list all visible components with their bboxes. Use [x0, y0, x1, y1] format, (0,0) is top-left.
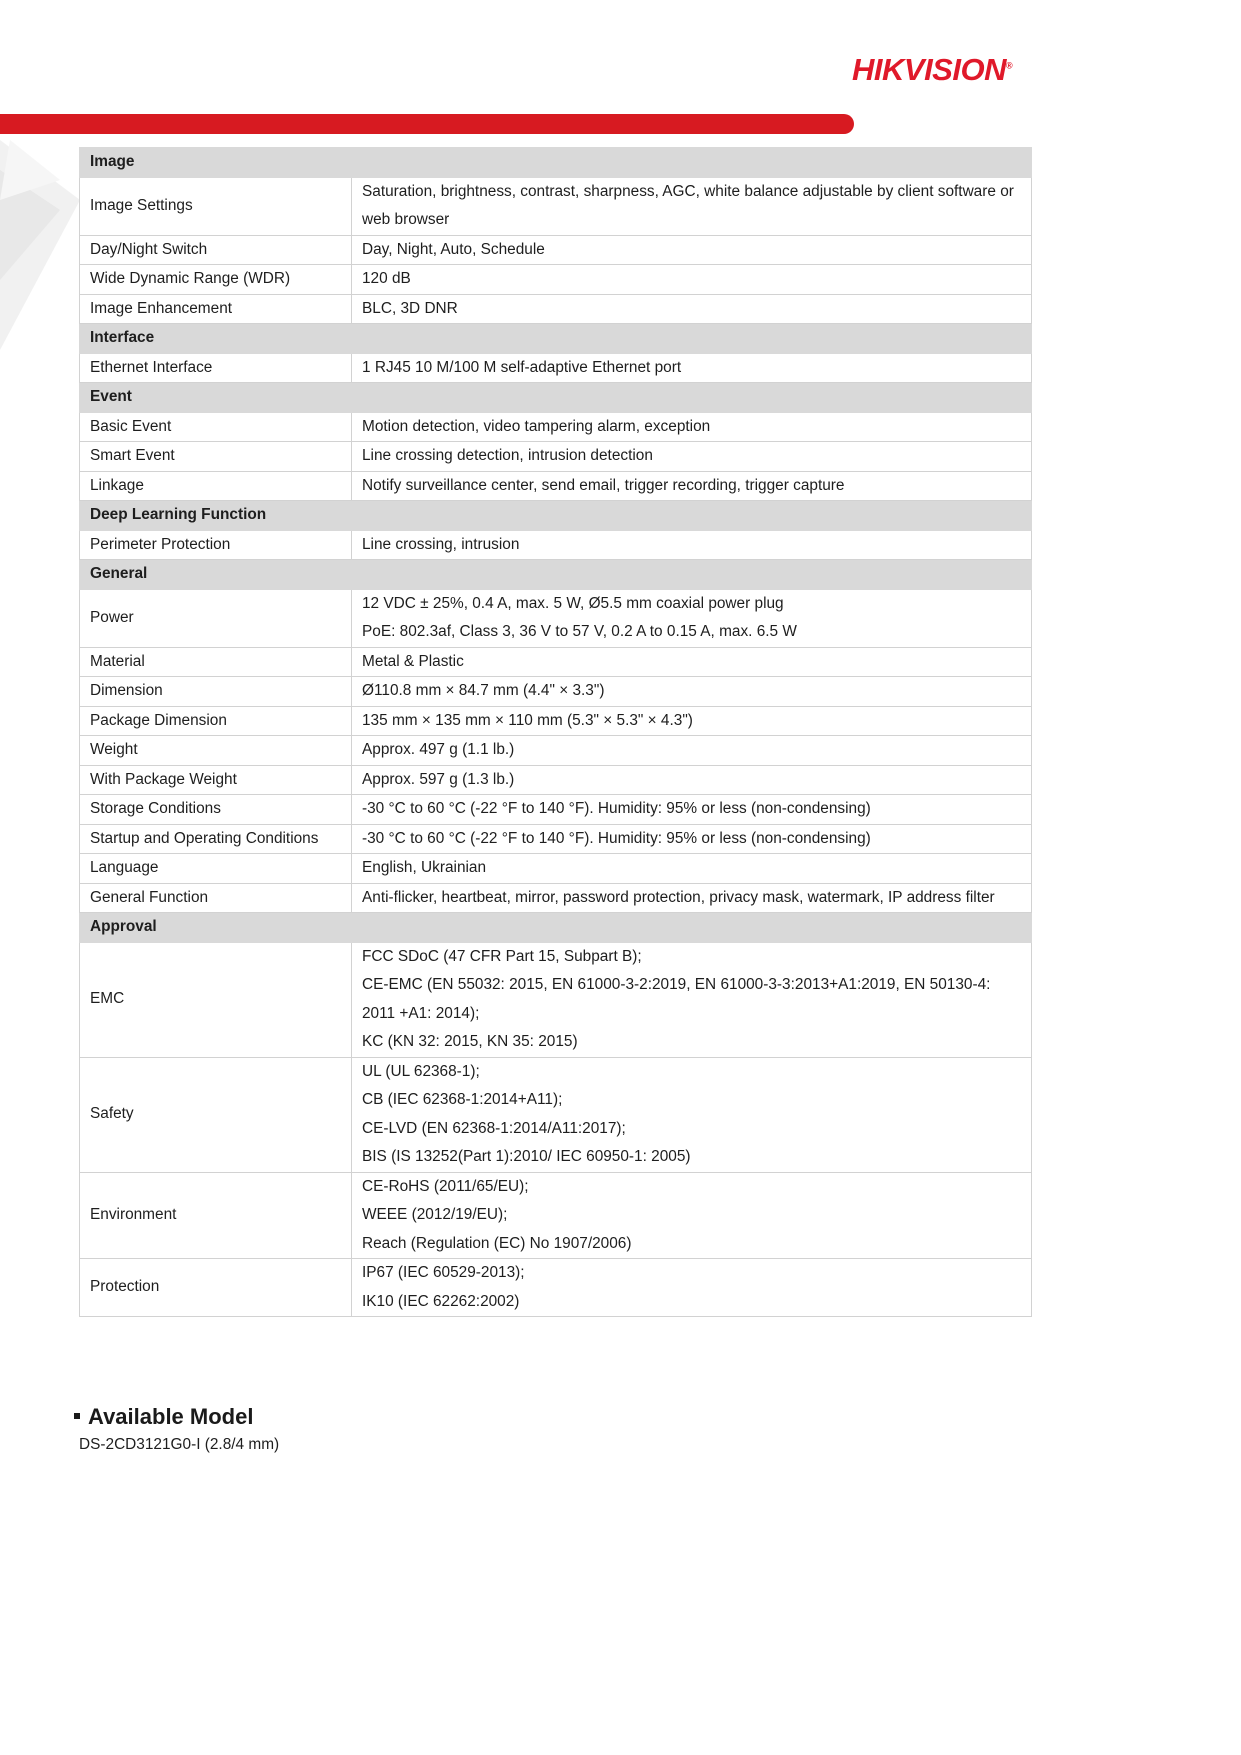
spec-row — [80, 647, 1032, 677]
spec-row — [80, 589, 1032, 647]
spec-value: -30 °C to 60 °C (-22 °F to 140 °F). Humidity: 95% or less (non-condensing) — [352, 824, 1032, 854]
section-header — [80, 148, 1032, 178]
spec-label: Weight — [80, 736, 352, 766]
spec-label: Ethernet Interface — [80, 353, 352, 383]
spec-row — [80, 412, 1032, 442]
section-title: General — [80, 560, 1032, 590]
spec-label: Linkage — [80, 471, 352, 501]
spec-label: Perimeter Protection — [80, 530, 352, 560]
spec-value: Line crossing, intrusion — [352, 530, 1032, 560]
spec-row — [80, 883, 1032, 913]
section-title: Image — [80, 148, 1032, 178]
hikvision-logo: HIKVISION® — [852, 52, 1013, 87]
spec-value: Anti-flicker, heartbeat, mirror, password protection, privacy mask, watermark, IP address filter — [352, 883, 1032, 913]
spec-label: Wide Dynamic Range (WDR) — [80, 265, 352, 295]
section-header — [80, 913, 1032, 943]
spec-row — [80, 795, 1032, 825]
spec-value: Approx. 497 g (1.1 lb.) — [352, 736, 1032, 766]
spec-row — [80, 942, 1032, 1057]
model-number: DS-2CD3121G0-I (2.8/4 mm) — [79, 1436, 280, 1453]
section-title: Approval — [80, 913, 1032, 943]
spec-label: Image Enhancement — [80, 294, 352, 324]
spec-value: Motion detection, video tampering alarm, exception — [352, 412, 1032, 442]
spec-label: General Function — [80, 883, 352, 913]
decorative-triangles — [0, 140, 80, 360]
spec-value: 120 dB — [352, 265, 1032, 295]
spec-value: Line crossing detection, intrusion detection — [352, 442, 1032, 472]
section-header — [80, 324, 1032, 354]
spec-value: FCC SDoC (47 CFR Part 15, Subpart B); CE-EMC (EN 55032: 2015, EN 61000-3-2:2019, EN 61000-3-3:2013+A1:2019, EN 50130-4: 2011 +A1: 2014); KC (KN 32: 2015, KN 35: 2015) — [352, 942, 1032, 1057]
spec-value: 12 VDC ± 25%, 0.4 A, max. 5 W, Ø5.5 mm coaxial power plug PoE: 802.3af, Class 3, 36 V to 57 V, 0.2 A to 0.15 A, max. 6.5 W — [352, 589, 1032, 647]
spec-label: Protection — [80, 1259, 352, 1317]
section-header — [80, 383, 1032, 413]
spec-row — [80, 824, 1032, 854]
spec-value: Notify surveillance center, send email, trigger recording, trigger capture — [352, 471, 1032, 501]
spec-value: Day, Night, Auto, Schedule — [352, 235, 1032, 265]
spec-value: English, Ukrainian — [352, 854, 1032, 884]
section-header — [80, 501, 1032, 531]
spec-label: Day/Night Switch — [80, 235, 352, 265]
spec-table — [79, 147, 1032, 1317]
spec-row — [80, 265, 1032, 295]
spec-label: Image Settings — [80, 177, 352, 235]
spec-row — [80, 442, 1032, 472]
section-title: Event — [80, 383, 1032, 413]
spec-label: Power — [80, 589, 352, 647]
spec-label: Dimension — [80, 677, 352, 707]
spec-row — [80, 854, 1032, 884]
spec-label: Storage Conditions — [80, 795, 352, 825]
spec-row — [80, 677, 1032, 707]
section-title: Deep Learning Function — [80, 501, 1032, 531]
spec-label: Safety — [80, 1057, 352, 1172]
spec-label: Startup and Operating Conditions — [80, 824, 352, 854]
spec-label: EMC — [80, 942, 352, 1057]
spec-value: Saturation, brightness, contrast, sharpness, AGC, white balance adjustable by client software or web browser — [352, 177, 1032, 235]
spec-row — [80, 1057, 1032, 1172]
spec-row — [80, 471, 1032, 501]
spec-value: UL (UL 62368-1); CB (IEC 62368-1:2014+A11); CE-LVD (EN 62368-1:2014/A11:2017); BIS (IS 13252(Part 1):2010/ IEC 60950-1: 2005) — [352, 1057, 1032, 1172]
spec-row — [80, 1172, 1032, 1259]
spec-row — [80, 294, 1032, 324]
spec-value: BLC, 3D DNR — [352, 294, 1032, 324]
spec-row — [80, 706, 1032, 736]
bullet-icon — [74, 1413, 80, 1419]
spec-row — [80, 530, 1032, 560]
spec-label: Package Dimension — [80, 706, 352, 736]
spec-label: Basic Event — [80, 412, 352, 442]
spec-row — [80, 353, 1032, 383]
spec-row — [80, 1259, 1032, 1317]
spec-label: Material — [80, 647, 352, 677]
spec-value: 135 mm × 135 mm × 110 mm (5.3" × 5.3" × 4.3") — [352, 706, 1032, 736]
spec-value: Ø110.8 mm × 84.7 mm (4.4" × 3.3") — [352, 677, 1032, 707]
spec-label: Environment — [80, 1172, 352, 1259]
spec-label: Language — [80, 854, 352, 884]
spec-label: With Package Weight — [80, 765, 352, 795]
spec-value: Metal & Plastic — [352, 647, 1032, 677]
header-red-bar — [0, 114, 854, 134]
spec-row — [80, 235, 1032, 265]
spec-row — [80, 736, 1032, 766]
spec-value: Approx. 597 g (1.3 lb.) — [352, 765, 1032, 795]
spec-row — [80, 765, 1032, 795]
available-model-heading: Available Model — [74, 1404, 253, 1430]
spec-value: -30 °C to 60 °C (-22 °F to 140 °F). Humidity: 95% or less (non-condensing) — [352, 795, 1032, 825]
section-header — [80, 560, 1032, 590]
spec-value: IP67 (IEC 60529-2013); IK10 (IEC 62262:2002) — [352, 1259, 1032, 1317]
spec-value: 1 RJ45 10 M/100 M self-adaptive Ethernet port — [352, 353, 1032, 383]
spec-value: CE-RoHS (2011/65/EU); WEEE (2012/19/EU); Reach (Regulation (EC) No 1907/2006) — [352, 1172, 1032, 1259]
spec-row — [80, 177, 1032, 235]
spec-label: Smart Event — [80, 442, 352, 472]
section-title: Interface — [80, 324, 1032, 354]
